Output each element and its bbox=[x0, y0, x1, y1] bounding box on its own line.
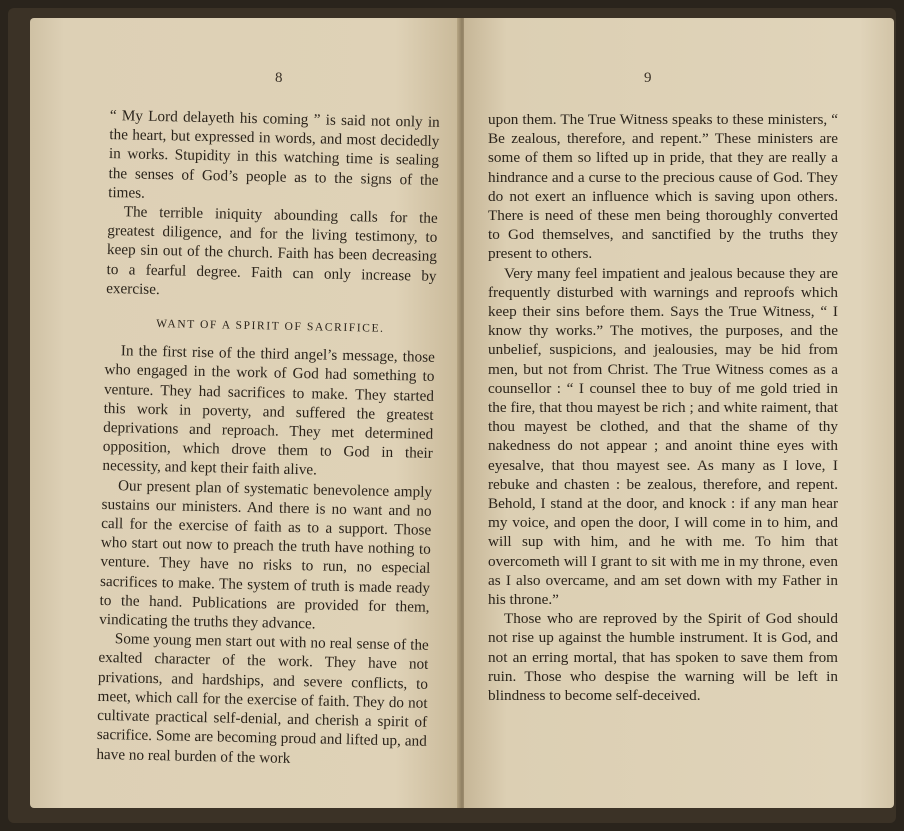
paragraph: Some young men start out with no real sense of the exalted character of the work. They have not privations, and hardships, and severe conflicts, to meet, which call for the exercise of faith. They do not cultivate practical self-denial, and cherish a spirit of sacrifice. Some are becoming proud and lifted up, and have no real burden of the work bbox=[96, 630, 429, 767]
page-number-left: 8 bbox=[275, 70, 283, 86]
right-page-text bbox=[488, 110, 838, 705]
paragraph: “ My Lord delayeth his coming ” is said not only in the heart, but expressed in words, and most decidedly in works. Stupidity in this watching time is sealing the senses of God’s people as to the signs of the times. bbox=[108, 106, 440, 202]
paragraph: upon them. The True Witness speaks to these ministers, “ Be zealous, therefore, and repent.” These ministers are some of them so lifted up in pride, that they are really a hindrance and a curse to the precious cause of God. They do not exert an influence which is saving upon others. There is need of these men being thoroughly converted to God themselves, and sanctified by the truths they present to others. bbox=[488, 111, 838, 263]
left-page bbox=[30, 18, 460, 808]
paragraph: In the first rise of the third angel’s message, those who engaged in the work of God had something to venture. They had sacrifices to make. They started this work in poverty, and suffered the greatest deprivations and reproach. They met determined opposition, which drove them to God in their necessity, and kept their faith alive. bbox=[102, 342, 435, 479]
paragraph: The terrible iniquity abounding calls for the greatest diligence, and for the living testimony, to keep sin out of the church. Faith has been decreasing to a fearful degree. Faith can only increase by exercise. bbox=[106, 203, 438, 298]
paragraph: Those who are reproved by the Spirit of God should not rise up against the humble instrument. It is God, and not an erring mortal, that has spoken to save them from ruin. Those who despise the warning will be left in blindness to become self-deceived. bbox=[488, 610, 838, 705]
paragraph: Our present plan of systematic benevolence amply sustains our ministers. And there is no want and no call for the exercise of faith as to a support. Those who start out now to preach the truth have nothing to venture. They have no risks to run, no especial sacrifices to make. The system of truth is made ready to the hand. Publications are provided for them, vindicating the truths they advance. bbox=[99, 476, 433, 633]
right-page bbox=[464, 18, 894, 808]
page-number-right: 9 bbox=[644, 70, 652, 86]
paragraph: Very many feel impatient and jealous because they are frequently disturbed with warnings and reproofs which keep their sins before them. Says the True Witness, “ I know thy works.” The motives, the purposes, and the unbelief, suspicions, and jealousies, may be hid from men, but not from Christ. The True Witness comes as a counsellor : “ I counsel thee to buy of me gold tried in the fire, that thou mayest be rich ; and white raiment, that thou mayest be clothed, and that the shame of thy nakedness do not appear ; and anoint thine eyes with eyesalve, that thou mayest see. As many as I love, I rebuke and chasten : be zealous, therefore, and repent. Behold, I stand at the door, and knock : if any man hear my voice, and open the door, I will come in to him, and will sup with him, and he with me. To him that overcometh will I grant to sit with me in my throne, even as I also overcame, and am set down with my Father in his throne.” bbox=[488, 264, 838, 609]
section-heading: WANT OF A SPIRIT OF SACRIFICE. bbox=[156, 318, 385, 335]
open-book bbox=[8, 8, 896, 823]
left-page-text bbox=[96, 106, 440, 770]
